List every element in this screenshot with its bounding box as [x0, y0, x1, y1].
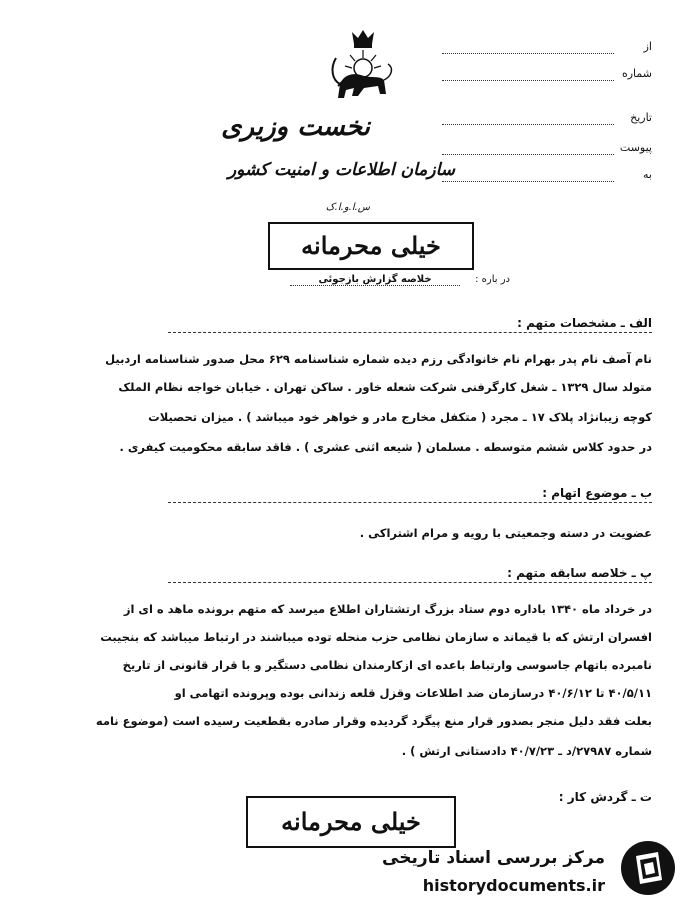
field-line — [442, 181, 614, 182]
regarding-label: در باره : — [475, 274, 510, 285]
org-code: س.ا.و.ا.ک — [325, 202, 370, 213]
field-line — [442, 124, 614, 125]
field-label: تاریخ — [630, 111, 652, 124]
regarding-value: خلاصه گزارش بازجوئی — [290, 274, 460, 286]
classification-stamp-top: خیلی محرمانه — [268, 222, 474, 270]
header-field-number — [442, 67, 652, 85]
header-field-to — [442, 168, 652, 186]
section-divider — [168, 502, 652, 503]
section-c-line: بعلت فقد دلیل منجر بصدور قرار منع پیگرد گردیده وقرار صادره بقطعیت رسیده است (موضوع نامه — [95, 714, 652, 728]
section-a-line: متولد سال ۱۳۲۹ ـ شغل کارگرفنی شرکت شعله خاور . ساکن تهران . خیابان خواجه نظام الملک — [118, 380, 652, 394]
lion-and-sun-emblem — [318, 28, 408, 108]
header-field-date — [442, 111, 652, 129]
section-b-line: عضویت در دسته وجمعیتی با رویه و مرام اشتراکی . — [359, 526, 652, 540]
section-c-line: در خرداد ماه ۱۳۴۰ باداره دوم ستاد بزرگ ارتشتاران اطلاع میرسد که متهم برونده ماهد ه ای از — [123, 602, 652, 616]
field-label: شماره — [621, 67, 652, 80]
section-a-heading: الف ـ مشخصات متهم : — [517, 316, 652, 330]
watermark-url: historydocuments.ir — [422, 876, 605, 895]
watermark-name: مرکز بررسی اسناد تاریخی — [382, 848, 605, 868]
section-a-line: در حدود کلاس ششم متوسطه . مسلمان ( شیعه اثنی عشری ) . فاقد سابقه محکومیت کیفری . — [119, 440, 652, 454]
section-c-line: نامبرده باتهام جاسوسی وارتباط باعده ای ازکارمندان نظامی دستگیر و با قرار قانونی از تاریخ — [122, 658, 652, 672]
header-field-from — [442, 40, 652, 58]
section-b-heading: ب ـ موضوع اتهام : — [542, 486, 652, 500]
section-c-line: شماره ۲۷۹۸۷/د ـ ۴۰/۷/۲۳ دادستانی ارتش ) . — [401, 744, 652, 758]
archive-logo-icon — [618, 838, 678, 898]
header-field-attachment — [442, 141, 652, 159]
classification-stamp-bottom: خیلی محرمانه — [246, 796, 456, 848]
field-line — [442, 53, 614, 54]
field-label: از — [643, 40, 652, 53]
section-d-heading: ت ـ گردش کار : — [558, 790, 652, 804]
section-a-line: کوچه زیبانژاد پلاک ۱۷ ـ مجرد ( متکفل مخارج مادر و خواهر خود میباشد ) . میزان تحصیلات — [148, 410, 652, 424]
section-divider — [168, 582, 652, 583]
field-label: به — [643, 168, 652, 181]
section-c-heading: پ ـ خلاصه سابقه متهم : — [507, 566, 652, 580]
section-c-line: ۴۰/۵/۱۱ تا ۴۰/۶/۱۲ درسازمان ضد اطلاعات وقزل قلعه زندانی بوده وپرونده اتهامی او — [174, 686, 652, 700]
section-a-line: نام آصف نام پدر بهرام نام خانوادگی رزم دیده شماره شناسنامه ۶۲۹ محل صدور شناسنامه اردبیل — [105, 352, 652, 366]
section-c-line: افسران ارتش که با قیماند ه سازمان نظامی حزب منحله توده میباشند در ارتباط میباشد که بنجیبت — [100, 630, 652, 644]
org-subtitle: سازمان اطلاعات و امنیت کشور — [227, 160, 455, 180]
org-title: نخست وزیری — [221, 112, 370, 142]
field-label: پیوست — [619, 141, 652, 154]
field-line — [442, 154, 614, 155]
section-divider — [168, 332, 652, 333]
field-line — [442, 80, 614, 81]
